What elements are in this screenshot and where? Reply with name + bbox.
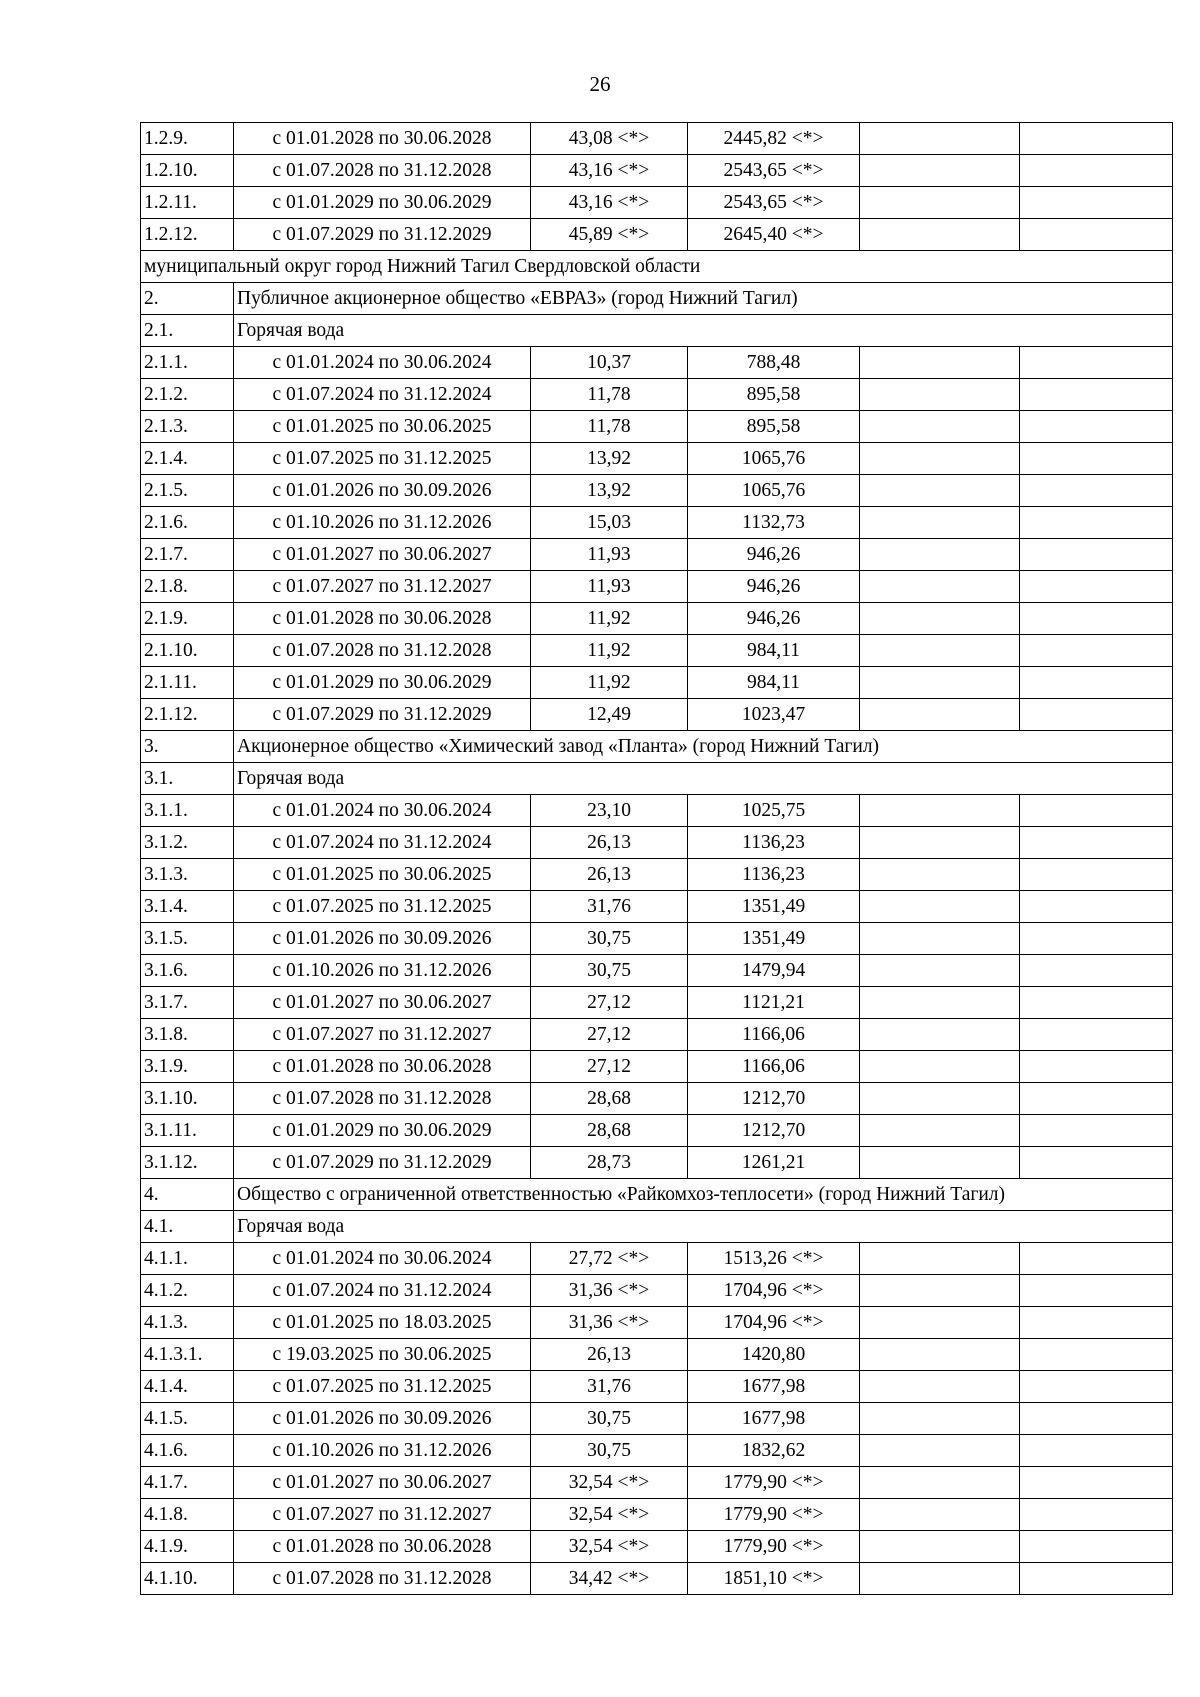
table-row xyxy=(141,667,1173,699)
value-cell: 1513,26 <*> xyxy=(688,1243,860,1275)
section-header-row xyxy=(141,1211,1173,1243)
region-row xyxy=(141,251,1173,283)
section-header-row xyxy=(141,1179,1173,1211)
value-cell: 31,36 <*> xyxy=(531,1307,688,1339)
table-row xyxy=(141,411,1173,443)
section-title: Горячая вода xyxy=(234,763,1173,795)
row-number: 1.2.9. xyxy=(141,123,234,155)
period-cell: с 01.01.2029 по 30.06.2029 xyxy=(234,1115,531,1147)
value-cell: 11,92 xyxy=(531,667,688,699)
table-row xyxy=(141,1019,1173,1051)
period-cell: с 01.07.2028 по 31.12.2028 xyxy=(234,155,531,187)
empty-cell xyxy=(860,1467,1020,1499)
empty-cell xyxy=(1020,955,1173,987)
value-cell: 1479,94 xyxy=(688,955,860,987)
row-number: 4.1.1. xyxy=(141,1243,234,1275)
table-row xyxy=(141,1307,1173,1339)
empty-cell xyxy=(860,891,1020,923)
value-cell: 43,08 <*> xyxy=(531,123,688,155)
table-row xyxy=(141,347,1173,379)
value-cell: 2543,65 <*> xyxy=(688,155,860,187)
table-row xyxy=(141,699,1173,731)
table-row xyxy=(141,987,1173,1019)
section-title: Горячая вода xyxy=(234,315,1173,347)
value-cell: 984,11 xyxy=(688,667,860,699)
value-cell: 13,92 xyxy=(531,475,688,507)
empty-cell xyxy=(860,539,1020,571)
empty-cell xyxy=(1020,923,1173,955)
value-cell: 12,49 xyxy=(531,699,688,731)
value-cell: 34,42 <*> xyxy=(531,1563,688,1595)
row-number: 2.1.4. xyxy=(141,443,234,475)
empty-cell xyxy=(860,1115,1020,1147)
row-number: 2.1.10. xyxy=(141,635,234,667)
empty-cell xyxy=(1020,1467,1173,1499)
period-cell: с 01.01.2024 по 30.06.2024 xyxy=(234,347,531,379)
empty-cell xyxy=(860,155,1020,187)
value-cell: 1121,21 xyxy=(688,987,860,1019)
table-row xyxy=(141,1339,1173,1371)
value-cell: 31,76 xyxy=(531,1371,688,1403)
empty-cell xyxy=(860,635,1020,667)
row-number: 4.1.9. xyxy=(141,1531,234,1563)
value-cell: 1132,73 xyxy=(688,507,860,539)
value-cell: 1065,76 xyxy=(688,443,860,475)
empty-cell xyxy=(1020,123,1173,155)
value-cell: 1779,90 <*> xyxy=(688,1467,860,1499)
empty-cell xyxy=(1020,571,1173,603)
row-number: 4.1.10. xyxy=(141,1563,234,1595)
value-cell: 1212,70 xyxy=(688,1083,860,1115)
empty-cell xyxy=(1020,1371,1173,1403)
table-row xyxy=(141,379,1173,411)
value-cell: 43,16 <*> xyxy=(531,187,688,219)
empty-cell xyxy=(1020,1563,1173,1595)
table-row xyxy=(141,827,1173,859)
region-title: муниципальный округ город Нижний Тагил Свердловской области xyxy=(141,251,1173,283)
empty-cell xyxy=(1020,1531,1173,1563)
empty-cell xyxy=(1020,795,1173,827)
value-cell: 1779,90 <*> xyxy=(688,1499,860,1531)
row-number: 3.1.8. xyxy=(141,1019,234,1051)
value-cell: 1420,80 xyxy=(688,1339,860,1371)
value-cell: 2543,65 <*> xyxy=(688,187,860,219)
value-cell: 30,75 xyxy=(531,955,688,987)
empty-cell xyxy=(1020,1499,1173,1531)
value-cell: 43,16 <*> xyxy=(531,155,688,187)
value-cell: 26,13 xyxy=(531,827,688,859)
table-row xyxy=(141,795,1173,827)
value-cell: 26,13 xyxy=(531,859,688,891)
table-row xyxy=(141,1403,1173,1435)
empty-cell xyxy=(860,859,1020,891)
table-row xyxy=(141,1115,1173,1147)
period-cell: с 01.01.2026 по 30.09.2026 xyxy=(234,923,531,955)
empty-cell xyxy=(1020,1115,1173,1147)
empty-cell xyxy=(1020,1275,1173,1307)
empty-cell xyxy=(860,795,1020,827)
period-cell: с 01.07.2025 по 31.12.2025 xyxy=(234,1371,531,1403)
value-cell: 946,26 xyxy=(688,603,860,635)
value-cell: 28,68 xyxy=(531,1115,688,1147)
value-cell: 28,73 xyxy=(531,1147,688,1179)
value-cell: 32,54 <*> xyxy=(531,1467,688,1499)
empty-cell xyxy=(860,1403,1020,1435)
period-cell: с 01.01.2025 по 30.06.2025 xyxy=(234,859,531,891)
row-number: 2.1.1. xyxy=(141,347,234,379)
table-row xyxy=(141,1531,1173,1563)
empty-cell xyxy=(1020,987,1173,1019)
empty-cell xyxy=(860,443,1020,475)
tariff-table-body xyxy=(141,123,1173,1595)
row-number: 2.1.11. xyxy=(141,667,234,699)
period-cell: с 01.07.2028 по 31.12.2028 xyxy=(234,635,531,667)
value-cell: 1677,98 xyxy=(688,1371,860,1403)
empty-cell xyxy=(1020,1051,1173,1083)
table-row xyxy=(141,475,1173,507)
section-header-row xyxy=(141,283,1173,315)
row-number: 3.1.5. xyxy=(141,923,234,955)
period-cell: с 01.07.2027 по 31.12.2027 xyxy=(234,1499,531,1531)
row-number: 2. xyxy=(141,283,234,315)
empty-cell xyxy=(1020,667,1173,699)
empty-cell xyxy=(1020,859,1173,891)
section-title: Публичное акционерное общество «ЕВРАЗ» (город Нижний Тагил) xyxy=(234,283,1173,315)
period-cell: с 01.07.2027 по 31.12.2027 xyxy=(234,1019,531,1051)
period-cell: с 01.01.2024 по 30.06.2024 xyxy=(234,795,531,827)
value-cell: 26,13 xyxy=(531,1339,688,1371)
empty-cell xyxy=(860,1339,1020,1371)
row-number: 4.1.5. xyxy=(141,1403,234,1435)
empty-cell xyxy=(1020,699,1173,731)
empty-cell xyxy=(1020,827,1173,859)
empty-cell xyxy=(860,1531,1020,1563)
empty-cell xyxy=(860,1019,1020,1051)
row-number: 2.1.7. xyxy=(141,539,234,571)
value-cell: 11,92 xyxy=(531,603,688,635)
table-row xyxy=(141,571,1173,603)
value-cell: 895,58 xyxy=(688,411,860,443)
value-cell: 1677,98 xyxy=(688,1403,860,1435)
empty-cell xyxy=(860,923,1020,955)
period-cell: с 01.07.2029 по 31.12.2029 xyxy=(234,219,531,251)
empty-cell xyxy=(860,1051,1020,1083)
value-cell: 1704,96 <*> xyxy=(688,1275,860,1307)
value-cell: 788,48 xyxy=(688,347,860,379)
row-number: 4.1.3.1. xyxy=(141,1339,234,1371)
empty-cell xyxy=(860,1563,1020,1595)
value-cell: 27,12 xyxy=(531,1051,688,1083)
value-cell: 27,72 <*> xyxy=(531,1243,688,1275)
empty-cell xyxy=(1020,1435,1173,1467)
table-row xyxy=(141,1467,1173,1499)
empty-cell xyxy=(1020,187,1173,219)
empty-cell xyxy=(1020,219,1173,251)
empty-cell xyxy=(1020,1307,1173,1339)
empty-cell xyxy=(860,475,1020,507)
value-cell: 30,75 xyxy=(531,1435,688,1467)
value-cell: 11,93 xyxy=(531,539,688,571)
period-cell: с 19.03.2025 по 30.06.2025 xyxy=(234,1339,531,1371)
value-cell: 27,12 xyxy=(531,1019,688,1051)
empty-cell xyxy=(860,1499,1020,1531)
value-cell: 1166,06 xyxy=(688,1019,860,1051)
table-row xyxy=(141,443,1173,475)
value-cell: 1351,49 xyxy=(688,923,860,955)
value-cell: 2445,82 <*> xyxy=(688,123,860,155)
period-cell: с 01.01.2026 по 30.09.2026 xyxy=(234,1403,531,1435)
table-row xyxy=(141,859,1173,891)
empty-cell xyxy=(1020,539,1173,571)
period-cell: с 01.07.2024 по 31.12.2024 xyxy=(234,1275,531,1307)
empty-cell xyxy=(1020,1147,1173,1179)
row-number: 3.1.7. xyxy=(141,987,234,1019)
row-number: 2.1.12. xyxy=(141,699,234,731)
row-number: 2.1.5. xyxy=(141,475,234,507)
table-row xyxy=(141,923,1173,955)
empty-cell xyxy=(1020,635,1173,667)
value-cell: 1261,21 xyxy=(688,1147,860,1179)
table-row xyxy=(141,891,1173,923)
row-number: 4.1.8. xyxy=(141,1499,234,1531)
value-cell: 11,93 xyxy=(531,571,688,603)
empty-cell xyxy=(1020,475,1173,507)
row-number: 3.1.2. xyxy=(141,827,234,859)
period-cell: с 01.01.2028 по 30.06.2028 xyxy=(234,123,531,155)
row-number: 2.1. xyxy=(141,315,234,347)
value-cell: 27,12 xyxy=(531,987,688,1019)
value-cell: 31,36 <*> xyxy=(531,1275,688,1307)
table-row xyxy=(141,1147,1173,1179)
value-cell: 895,58 xyxy=(688,379,860,411)
empty-cell xyxy=(1020,1083,1173,1115)
period-cell: с 01.01.2026 по 30.09.2026 xyxy=(234,475,531,507)
table-row xyxy=(141,955,1173,987)
empty-cell xyxy=(860,1243,1020,1275)
period-cell: с 01.10.2026 по 31.12.2026 xyxy=(234,955,531,987)
empty-cell xyxy=(860,187,1020,219)
value-cell: 11,78 xyxy=(531,411,688,443)
table-row xyxy=(141,603,1173,635)
empty-cell xyxy=(860,1435,1020,1467)
row-number: 3.1. xyxy=(141,763,234,795)
section-header-row xyxy=(141,731,1173,763)
row-number: 4.1.4. xyxy=(141,1371,234,1403)
empty-cell xyxy=(1020,1339,1173,1371)
period-cell: с 01.10.2026 по 31.12.2026 xyxy=(234,507,531,539)
table-row xyxy=(141,1435,1173,1467)
value-cell: 1065,76 xyxy=(688,475,860,507)
empty-cell xyxy=(860,347,1020,379)
empty-cell xyxy=(860,1275,1020,1307)
period-cell: с 01.10.2026 по 31.12.2026 xyxy=(234,1435,531,1467)
row-number: 4.1.7. xyxy=(141,1467,234,1499)
value-cell: 13,92 xyxy=(531,443,688,475)
value-cell: 946,26 xyxy=(688,539,860,571)
value-cell: 1023,47 xyxy=(688,699,860,731)
row-number: 4.1.3. xyxy=(141,1307,234,1339)
empty-cell xyxy=(860,507,1020,539)
value-cell: 1704,96 <*> xyxy=(688,1307,860,1339)
period-cell: с 01.07.2024 по 31.12.2024 xyxy=(234,827,531,859)
table-row xyxy=(141,1083,1173,1115)
row-number: 3.1.12. xyxy=(141,1147,234,1179)
value-cell: 32,54 <*> xyxy=(531,1499,688,1531)
value-cell: 11,78 xyxy=(531,379,688,411)
period-cell: с 01.01.2028 по 30.06.2028 xyxy=(234,1051,531,1083)
empty-cell xyxy=(1020,1019,1173,1051)
empty-cell xyxy=(1020,155,1173,187)
value-cell: 10,37 xyxy=(531,347,688,379)
value-cell: 30,75 xyxy=(531,923,688,955)
row-number: 2.1.2. xyxy=(141,379,234,411)
table-row xyxy=(141,1275,1173,1307)
period-cell: с 01.07.2029 по 31.12.2029 xyxy=(234,699,531,731)
section-header-row xyxy=(141,315,1173,347)
table-row xyxy=(141,1051,1173,1083)
empty-cell xyxy=(860,1147,1020,1179)
row-number: 1.2.10. xyxy=(141,155,234,187)
period-cell: с 01.01.2029 по 30.06.2029 xyxy=(234,667,531,699)
empty-cell xyxy=(860,699,1020,731)
period-cell: с 01.07.2028 по 31.12.2028 xyxy=(234,1563,531,1595)
value-cell: 1832,62 xyxy=(688,1435,860,1467)
table-row xyxy=(141,123,1173,155)
empty-cell xyxy=(860,571,1020,603)
row-number: 3.1.11. xyxy=(141,1115,234,1147)
period-cell: с 01.01.2028 по 30.06.2028 xyxy=(234,1531,531,1563)
empty-cell xyxy=(1020,1243,1173,1275)
period-cell: с 01.07.2027 по 31.12.2027 xyxy=(234,571,531,603)
value-cell: 946,26 xyxy=(688,571,860,603)
empty-cell xyxy=(860,123,1020,155)
value-cell: 1851,10 <*> xyxy=(688,1563,860,1595)
empty-cell xyxy=(1020,379,1173,411)
period-cell: с 01.01.2027 по 30.06.2027 xyxy=(234,539,531,571)
page-number: 26 xyxy=(589,72,611,96)
table-row xyxy=(141,187,1173,219)
value-cell: 1166,06 xyxy=(688,1051,860,1083)
period-cell: с 01.07.2025 по 31.12.2025 xyxy=(234,443,531,475)
value-cell: 15,03 xyxy=(531,507,688,539)
period-cell: с 01.01.2024 по 30.06.2024 xyxy=(234,1243,531,1275)
value-cell: 30,75 xyxy=(531,1403,688,1435)
row-number: 4. xyxy=(141,1179,234,1211)
empty-cell xyxy=(860,1083,1020,1115)
period-cell: с 01.01.2027 по 30.06.2027 xyxy=(234,987,531,1019)
value-cell: 31,76 xyxy=(531,891,688,923)
empty-cell xyxy=(860,1371,1020,1403)
empty-cell xyxy=(1020,603,1173,635)
table-row xyxy=(141,635,1173,667)
value-cell: 1136,23 xyxy=(688,859,860,891)
row-number: 2.1.8. xyxy=(141,571,234,603)
period-cell: с 01.07.2028 по 31.12.2028 xyxy=(234,1083,531,1115)
section-header-row xyxy=(141,763,1173,795)
empty-cell xyxy=(1020,443,1173,475)
value-cell: 984,11 xyxy=(688,635,860,667)
empty-cell xyxy=(860,955,1020,987)
empty-cell xyxy=(1020,891,1173,923)
period-cell: с 01.01.2028 по 30.06.2028 xyxy=(234,603,531,635)
row-number: 3.1.6. xyxy=(141,955,234,987)
empty-cell xyxy=(1020,507,1173,539)
section-title: Горячая вода xyxy=(234,1211,1173,1243)
value-cell: 23,10 xyxy=(531,795,688,827)
value-cell: 1136,23 xyxy=(688,827,860,859)
empty-cell xyxy=(860,219,1020,251)
row-number: 4.1.2. xyxy=(141,1275,234,1307)
empty-cell xyxy=(860,411,1020,443)
row-number: 1.2.11. xyxy=(141,187,234,219)
empty-cell xyxy=(860,603,1020,635)
period-cell: с 01.07.2025 по 31.12.2025 xyxy=(234,891,531,923)
table-row xyxy=(141,1371,1173,1403)
table-row xyxy=(141,507,1173,539)
row-number: 2.1.3. xyxy=(141,411,234,443)
empty-cell xyxy=(860,827,1020,859)
row-number: 3.1.3. xyxy=(141,859,234,891)
period-cell: с 01.07.2024 по 31.12.2024 xyxy=(234,379,531,411)
period-cell: с 01.01.2025 по 30.06.2025 xyxy=(234,411,531,443)
empty-cell xyxy=(860,667,1020,699)
empty-cell xyxy=(860,987,1020,1019)
row-number: 3.1.10. xyxy=(141,1083,234,1115)
table-row xyxy=(141,155,1173,187)
value-cell: 11,92 xyxy=(531,635,688,667)
row-number: 3.1.9. xyxy=(141,1051,234,1083)
section-title: Общество с ограниченной ответственностью «Райкомхоз-теплосети» (город Нижний Тагил) xyxy=(234,1179,1173,1211)
row-number: 2.1.9. xyxy=(141,603,234,635)
empty-cell xyxy=(860,1307,1020,1339)
value-cell: 1351,49 xyxy=(688,891,860,923)
section-title: Акционерное общество «Химический завод «Планта» (город Нижний Тагил) xyxy=(234,731,1173,763)
row-number: 3.1.4. xyxy=(141,891,234,923)
empty-cell xyxy=(860,379,1020,411)
value-cell: 1212,70 xyxy=(688,1115,860,1147)
value-cell: 28,68 xyxy=(531,1083,688,1115)
table-row xyxy=(141,1243,1173,1275)
period-cell: с 01.01.2027 по 30.06.2027 xyxy=(234,1467,531,1499)
value-cell: 1025,75 xyxy=(688,795,860,827)
row-number: 2.1.6. xyxy=(141,507,234,539)
period-cell: с 01.01.2029 по 30.06.2029 xyxy=(234,187,531,219)
value-cell: 32,54 <*> xyxy=(531,1531,688,1563)
empty-cell xyxy=(1020,347,1173,379)
row-number: 3.1.1. xyxy=(141,795,234,827)
row-number: 3. xyxy=(141,731,234,763)
empty-cell xyxy=(1020,1403,1173,1435)
value-cell: 2645,40 <*> xyxy=(688,219,860,251)
period-cell: с 01.01.2025 по 18.03.2025 xyxy=(234,1307,531,1339)
tariff-table xyxy=(140,122,1173,1595)
value-cell: 1779,90 <*> xyxy=(688,1531,860,1563)
row-number: 1.2.12. xyxy=(141,219,234,251)
row-number: 4.1.6. xyxy=(141,1435,234,1467)
period-cell: с 01.07.2029 по 31.12.2029 xyxy=(234,1147,531,1179)
table-row xyxy=(141,219,1173,251)
empty-cell xyxy=(1020,411,1173,443)
row-number: 4.1. xyxy=(141,1211,234,1243)
table-row xyxy=(141,1563,1173,1595)
table-row xyxy=(141,539,1173,571)
table-row xyxy=(141,1499,1173,1531)
value-cell: 45,89 <*> xyxy=(531,219,688,251)
